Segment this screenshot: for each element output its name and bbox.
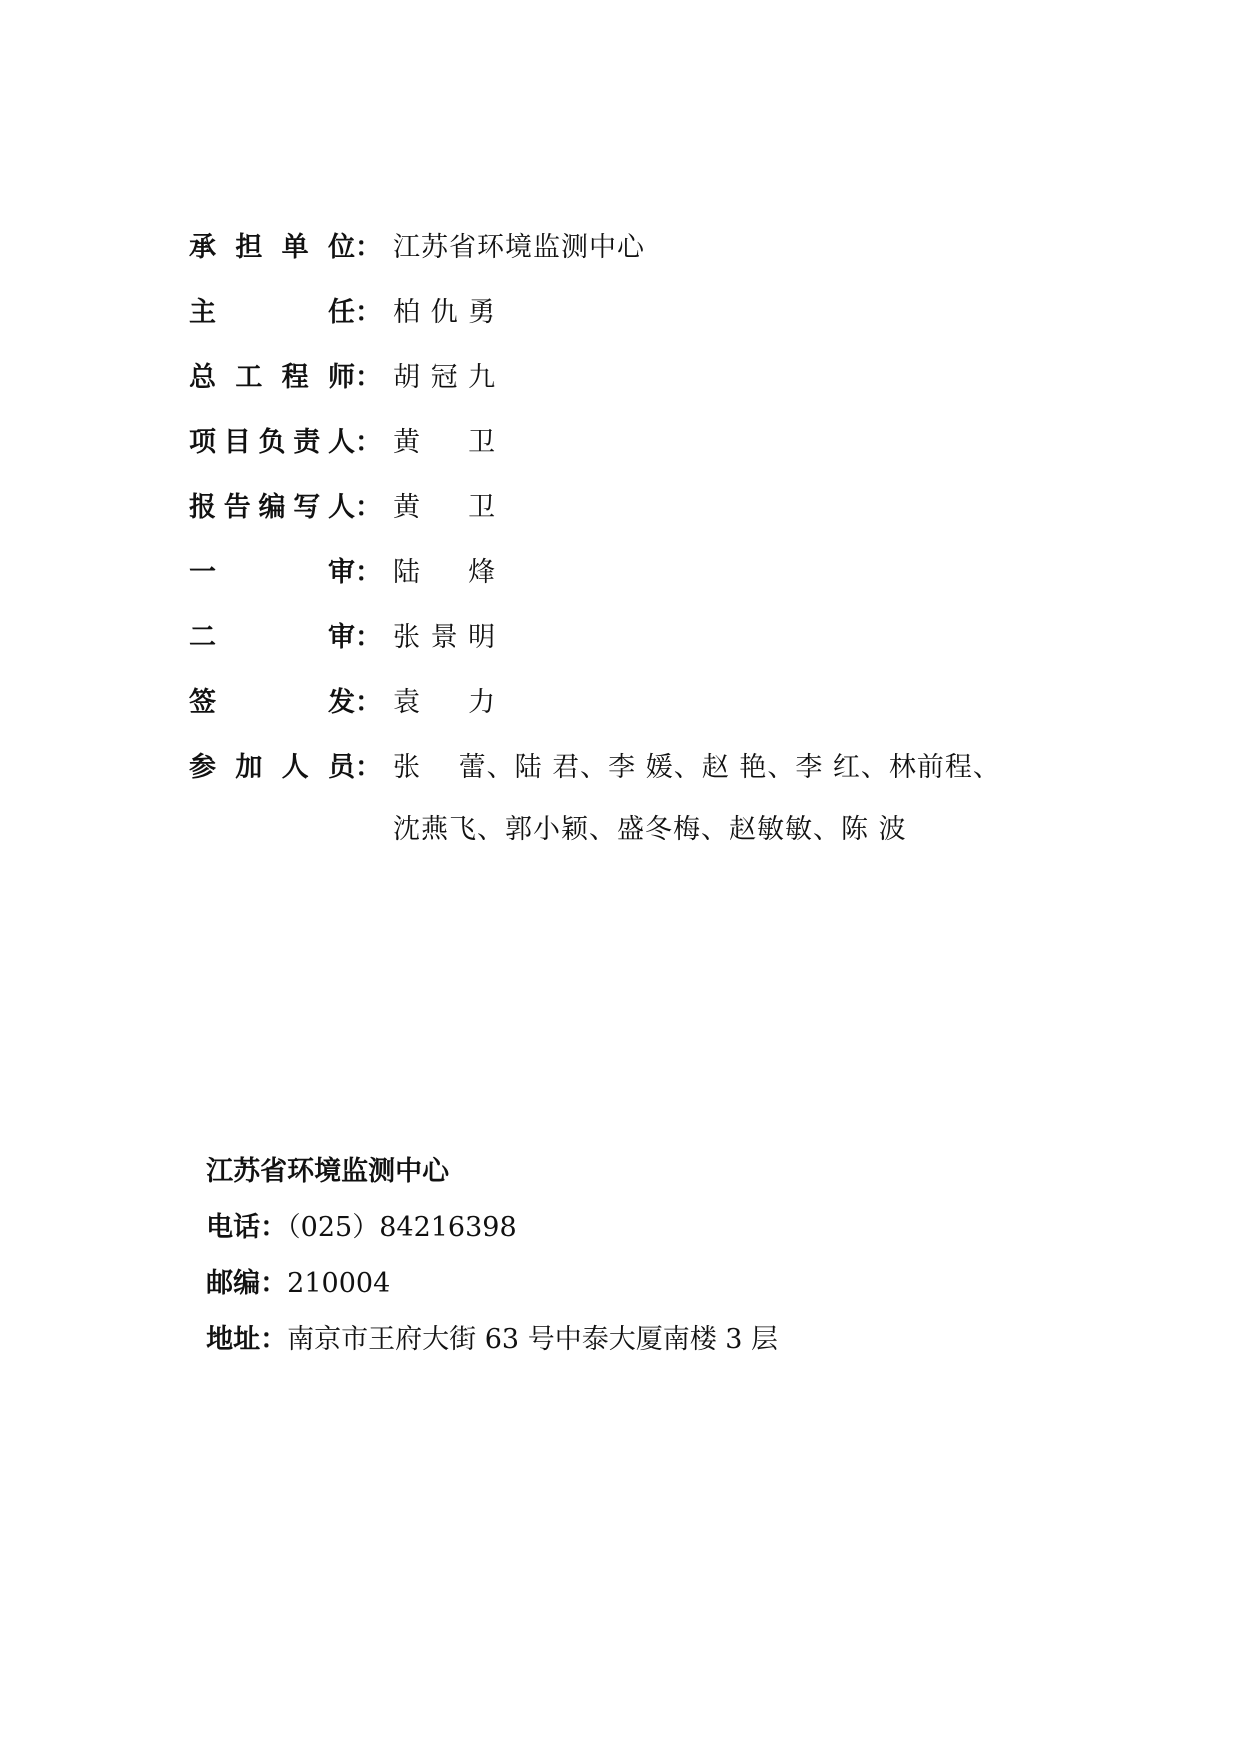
label-char: 二 xyxy=(189,622,216,653)
staff-row-colon: ： xyxy=(355,362,382,393)
label-char: 参 xyxy=(189,752,216,783)
label-char: 签 xyxy=(189,687,216,718)
staff-row-label xyxy=(189,293,355,333)
staff-row-label xyxy=(189,423,355,463)
staff-row-label xyxy=(189,358,355,398)
participants-continued xyxy=(189,810,907,850)
label-char: 责 xyxy=(293,427,321,458)
address-label: 地址： xyxy=(206,1324,288,1355)
label-char: 人 xyxy=(328,492,355,523)
staff-row-label xyxy=(189,618,355,658)
staff-row-colon: ： xyxy=(355,427,382,458)
label-char: 项 xyxy=(189,427,216,458)
label-char: 写 xyxy=(293,492,321,523)
label-char: 目 xyxy=(223,427,251,458)
label-char: 程 xyxy=(281,362,309,393)
label-char: 任 xyxy=(328,297,355,328)
staff-row-value: 胡 冠 九 xyxy=(393,362,497,393)
postcode-value: 210004 xyxy=(287,1268,391,1299)
label-char: 单 xyxy=(281,232,309,263)
label-char: 师 xyxy=(327,362,355,393)
staff-row-value: 张 景 明 xyxy=(393,622,497,653)
label-char: 位 xyxy=(327,232,355,263)
phone-label: 电话： xyxy=(206,1212,288,1243)
label-char: 审 xyxy=(328,557,355,588)
staff-row-value: 黄 卫 xyxy=(393,492,497,523)
address-value: 南京市王府大街 63 号中泰大厦南楼 3 层 xyxy=(287,1324,779,1355)
staff-row-colon: ： xyxy=(355,622,382,653)
staff-row-value: 袁 力 xyxy=(393,687,497,718)
staff-row-label xyxy=(189,553,355,593)
footer-address xyxy=(189,1280,778,1360)
participants-line-2: 沈燕飞、郭小颖、盛冬梅、赵敏敏、陈 波 xyxy=(393,814,907,845)
org-name: 江苏省环境监测中心 xyxy=(206,1156,450,1187)
label-char: 审 xyxy=(328,622,355,653)
staff-row-colon: ： xyxy=(355,687,382,718)
staff-row-label xyxy=(189,228,355,268)
label-char: 员 xyxy=(327,752,355,783)
label-char: 承 xyxy=(189,232,216,263)
staff-row-colon: ： xyxy=(355,297,382,328)
staff-row-value: 黄 卫 xyxy=(393,427,497,458)
staff-row-colon: ： xyxy=(355,752,382,783)
phone-value: （025）84216398 xyxy=(287,1212,517,1243)
label-char: 负 xyxy=(258,427,286,458)
staff-row-colon: ： xyxy=(355,232,382,263)
label-char: 工 xyxy=(235,362,263,393)
label-char: 总 xyxy=(189,362,216,393)
staff-row-value: 柏 仇 勇 xyxy=(393,297,497,328)
staff-row-label xyxy=(189,488,355,528)
label-char: 一 xyxy=(189,557,216,588)
label-char: 主 xyxy=(189,297,216,328)
label-char: 报 xyxy=(189,492,216,523)
staff-row-label xyxy=(189,683,355,723)
staff-row-label xyxy=(189,748,355,788)
staff-row-value: 陆 烽 xyxy=(393,557,497,588)
label-char: 人 xyxy=(328,427,355,458)
label-char: 加 xyxy=(235,752,263,783)
staff-row-colon: ： xyxy=(355,492,382,523)
label-char: 人 xyxy=(281,752,309,783)
label-char: 编 xyxy=(258,492,286,523)
staff-row-value: 张 蕾、陆 君、李 媛、赵 艳、李 红、林前程、 xyxy=(393,752,1001,783)
label-char: 担 xyxy=(235,232,263,263)
staff-row-colon: ： xyxy=(355,557,382,588)
label-char: 告 xyxy=(223,492,251,523)
staff-row-value: 江苏省环境监测中心 xyxy=(393,232,645,263)
label-char: 发 xyxy=(328,687,355,718)
postcode-label: 邮编： xyxy=(206,1268,288,1299)
